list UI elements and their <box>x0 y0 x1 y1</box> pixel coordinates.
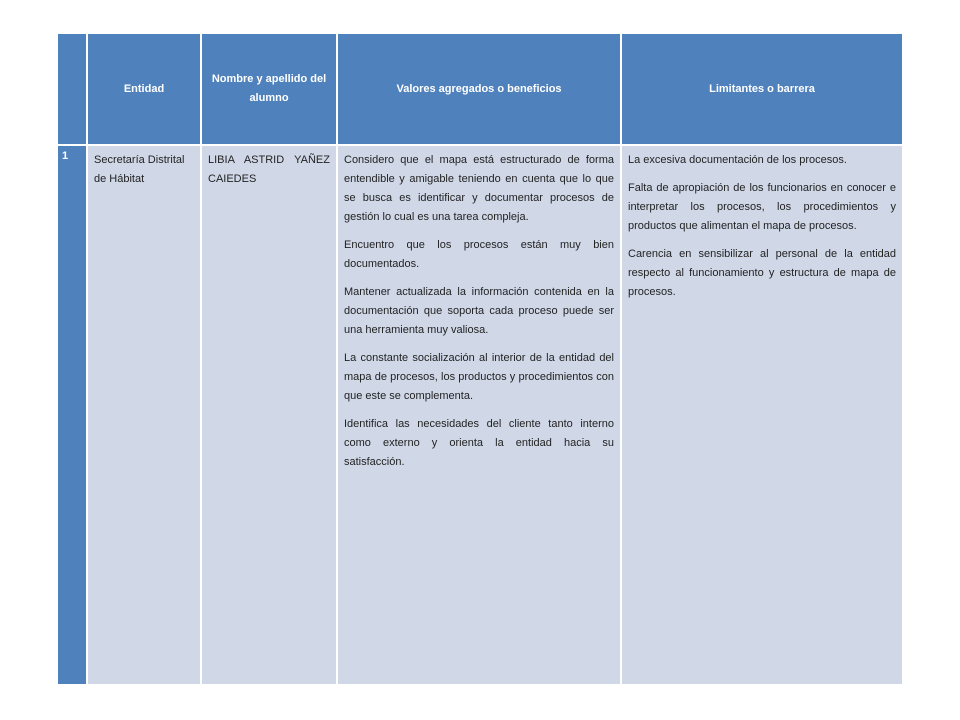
valores-paragraph: La constante socialización al interior de la entidad del mapa de procesos, los productos y procedimientos con que este se complementa. <box>344 352 614 402</box>
procesos-table <box>58 34 902 686</box>
header-limitantes: Limitantes o barrera <box>622 34 902 146</box>
cell-entidad: Secretaría Distrital de Hábitat <box>88 146 202 686</box>
header-valores: Valores agregados o beneficios <box>338 34 622 146</box>
row-number: 1 <box>58 146 88 686</box>
valores-paragraph: Mantener actualizada la información contenida en la documentación que soporta cada proceso puede ser una herramienta muy valiosa. <box>344 286 614 336</box>
cell-limitantes <box>622 146 902 686</box>
limitantes-paragraph: Carencia en sensibilizar al personal de la entidad respecto al funcionamiento y estructura de mapa de procesos. <box>628 248 896 298</box>
cell-nombre: LIBIA ASTRID YAÑEZ CAIEDES <box>202 146 338 686</box>
valores-paragraph: Encuentro que los procesos están muy bien documentados. <box>344 239 614 270</box>
cell-valores <box>338 146 622 686</box>
valores-paragraph: Considero que el mapa está estructurado de forma entendible y amigable teniendo en cuenta que lo que se busca es identificar y documentar procesos de gestión lo cual es una tarea compleja. <box>344 154 614 223</box>
valores-paragraph: Identifica las necesidades del cliente tanto interno como externo y orienta la entidad hacia su satisfacción. <box>344 418 614 468</box>
limitantes-paragraph: La excesiva documentación de los procesos. <box>628 154 847 166</box>
header-nombre: Nombre y apellido del alumno <box>202 34 338 146</box>
header-entidad: Entidad <box>88 34 202 146</box>
header-index-cell <box>58 34 88 146</box>
limitantes-paragraph: Falta de apropiación de los funcionarios en conocer e interpretar los procesos, los procedimientos y productos que alimentan el mapa de procesos. <box>628 182 896 232</box>
